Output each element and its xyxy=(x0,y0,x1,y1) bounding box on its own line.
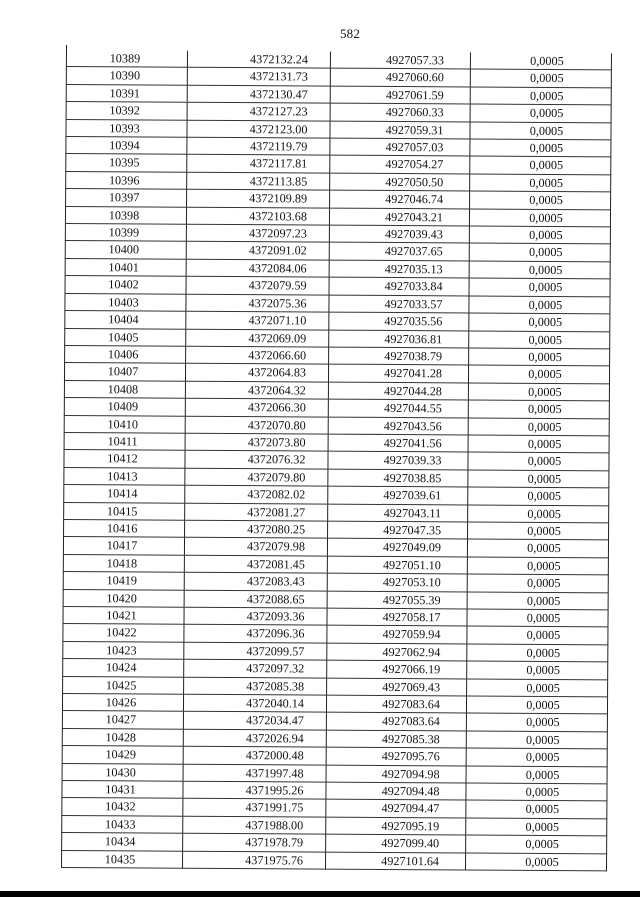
tolerance-cell: 0,0005 xyxy=(470,174,611,192)
tolerance-cell: 0,0005 xyxy=(470,104,611,122)
y-coordinate-cell: 4927095.19 xyxy=(326,817,466,835)
tolerance-cell: 0,0005 xyxy=(468,400,609,418)
x-coordinate-cell: 4372130.47 xyxy=(187,85,330,103)
x-coordinate-cell: 4372064.83 xyxy=(185,364,328,382)
point-number-cell: 10413 xyxy=(64,467,185,485)
y-coordinate-cell: 4927037.65 xyxy=(329,243,469,261)
point-number-cell: 10414 xyxy=(64,485,185,503)
y-coordinate-cell: 4927033.57 xyxy=(329,295,469,313)
point-number-cell: 10412 xyxy=(64,450,185,468)
y-coordinate-cell: 4927101.64 xyxy=(326,852,466,870)
x-coordinate-cell: 4372097.32 xyxy=(184,659,327,677)
tolerance-cell: 0,0005 xyxy=(468,470,609,488)
point-number-cell: 10395 xyxy=(66,154,187,172)
y-coordinate-cell: 4927039.61 xyxy=(328,486,468,504)
tolerance-cell: 0,0005 xyxy=(468,505,609,523)
point-number-cell: 10420 xyxy=(63,589,184,607)
x-coordinate-cell: 4372069.09 xyxy=(186,329,329,347)
point-number-cell: 10432 xyxy=(62,798,183,816)
y-coordinate-cell: 4927057.33 xyxy=(330,52,470,70)
x-coordinate-cell: 4372113.85 xyxy=(187,172,330,190)
point-number-cell: 10390 xyxy=(66,67,187,85)
y-coordinate-cell: 4927049.09 xyxy=(327,538,467,556)
point-number-cell: 10424 xyxy=(63,659,184,677)
x-coordinate-cell: 4371995.26 xyxy=(183,781,326,799)
x-coordinate-cell: 4372088.65 xyxy=(184,590,327,608)
y-coordinate-cell: 4927083.64 xyxy=(326,695,466,713)
tolerance-cell: 0,0005 xyxy=(466,696,607,714)
y-coordinate-cell: 4927061.59 xyxy=(330,86,470,104)
point-number-cell: 10434 xyxy=(62,833,183,851)
coordinates-table-wrapper xyxy=(61,50,611,869)
x-coordinate-cell: 4372109.89 xyxy=(187,189,330,207)
x-coordinate-cell: 4371975.76 xyxy=(183,851,326,869)
x-coordinate-cell: 4372034.47 xyxy=(183,712,326,730)
y-coordinate-cell: 4927062.94 xyxy=(327,643,467,661)
point-number-cell: 10410 xyxy=(64,415,185,433)
x-coordinate-cell: 4372103.68 xyxy=(186,207,329,225)
y-coordinate-cell: 4927055.39 xyxy=(327,591,467,609)
x-coordinate-cell: 4372026.94 xyxy=(183,729,326,747)
y-coordinate-cell: 4927059.31 xyxy=(330,121,470,139)
y-coordinate-cell: 4927057.03 xyxy=(330,138,470,156)
point-number-cell: 10423 xyxy=(63,641,184,659)
point-number-cell: 10403 xyxy=(65,293,186,311)
point-number-cell: 10435 xyxy=(62,850,183,868)
y-coordinate-cell: 4927046.74 xyxy=(330,190,470,208)
x-coordinate-cell: 4372099.57 xyxy=(184,642,327,660)
y-coordinate-cell: 4927043.21 xyxy=(329,208,469,226)
point-number-cell: 10425 xyxy=(63,676,184,694)
y-coordinate-cell: 4927043.56 xyxy=(328,417,468,435)
tolerance-cell: 0,0005 xyxy=(470,139,611,157)
tolerance-cell: 0,0005 xyxy=(466,766,607,784)
x-coordinate-cell: 4372073.80 xyxy=(185,433,328,451)
tolerance-cell: 0,0005 xyxy=(470,87,611,105)
tolerance-cell: 0,0005 xyxy=(467,592,608,610)
x-coordinate-cell: 4372079.59 xyxy=(186,277,329,295)
point-number-cell: 10426 xyxy=(62,694,183,712)
y-coordinate-cell: 4927069.43 xyxy=(327,678,467,696)
y-coordinate-cell: 4927047.35 xyxy=(328,521,468,539)
x-coordinate-cell: 4372082.02 xyxy=(185,485,328,503)
point-number-cell: 10411 xyxy=(64,432,185,450)
y-coordinate-cell: 4927085.38 xyxy=(326,730,466,748)
scan-bottom-edge xyxy=(0,891,640,897)
y-coordinate-cell: 4927051.10 xyxy=(327,556,467,574)
tolerance-cell: 0,0005 xyxy=(468,383,609,401)
page-number: 582 xyxy=(339,26,361,41)
y-coordinate-cell: 4927060.60 xyxy=(330,69,470,87)
x-coordinate-cell: 4372097.23 xyxy=(186,224,329,242)
y-coordinate-cell: 4927083.64 xyxy=(326,713,466,731)
tolerance-cell: 0,0005 xyxy=(469,226,610,244)
point-number-cell: 10417 xyxy=(63,537,184,555)
y-coordinate-cell: 4927094.98 xyxy=(326,765,466,783)
y-coordinate-cell: 4927050.50 xyxy=(330,173,470,191)
point-number-cell: 10433 xyxy=(62,815,183,833)
tolerance-cell: 0,0005 xyxy=(469,261,610,279)
y-coordinate-cell: 4927053.10 xyxy=(327,573,467,591)
x-coordinate-cell: 4372081.27 xyxy=(185,503,328,521)
y-coordinate-cell: 4927058.17 xyxy=(327,608,467,626)
tolerance-cell: 0,0005 xyxy=(466,748,607,766)
tolerance-cell: 0,0005 xyxy=(470,69,611,87)
point-number-cell: 10431 xyxy=(62,781,183,799)
x-coordinate-cell: 4372080.25 xyxy=(185,520,328,538)
x-coordinate-cell: 4372079.98 xyxy=(184,538,327,556)
point-number-cell: 10406 xyxy=(65,345,186,363)
y-coordinate-cell: 4927099.40 xyxy=(326,834,466,852)
tolerance-cell: 0,0005 xyxy=(469,296,610,314)
tolerance-cell: 0,0005 xyxy=(469,348,610,366)
x-coordinate-cell: 4371991.75 xyxy=(183,799,326,817)
y-coordinate-cell: 4927044.55 xyxy=(328,399,468,417)
y-coordinate-cell: 4927066.19 xyxy=(327,660,467,678)
tolerance-cell: 0,0005 xyxy=(466,800,607,818)
y-coordinate-cell: 4927041.28 xyxy=(328,364,468,382)
tolerance-cell: 0,0005 xyxy=(467,679,608,697)
tolerance-cell: 0,0005 xyxy=(470,156,611,174)
tolerance-cell: 0,0005 xyxy=(466,783,607,801)
tolerance-cell: 0,0005 xyxy=(470,191,611,209)
tolerance-cell: 0,0005 xyxy=(468,487,609,505)
x-coordinate-cell: 4372071.10 xyxy=(186,311,329,329)
y-coordinate-cell: 4927038.79 xyxy=(329,347,469,365)
point-number-cell: 10409 xyxy=(64,398,185,416)
y-coordinate-cell: 4927095.76 xyxy=(326,747,466,765)
x-coordinate-cell: 4372075.36 xyxy=(186,294,329,312)
x-coordinate-cell: 4372066.30 xyxy=(185,398,328,416)
x-coordinate-cell: 4372040.14 xyxy=(183,694,326,712)
tolerance-cell: 0,0005 xyxy=(466,818,607,836)
point-number-cell: 10429 xyxy=(62,746,183,764)
x-coordinate-cell: 4372096.36 xyxy=(184,625,327,643)
x-coordinate-cell: 4372091.02 xyxy=(186,242,329,260)
point-number-cell: 10430 xyxy=(62,763,183,781)
tolerance-cell: 0,0005 xyxy=(469,313,610,331)
point-number-cell: 10428 xyxy=(62,728,183,746)
point-number-cell: 10400 xyxy=(65,241,186,259)
point-number-cell: 10421 xyxy=(63,606,184,624)
point-number-cell: 10402 xyxy=(65,276,186,294)
point-number-cell: 10422 xyxy=(63,624,184,642)
tolerance-cell: 0,0005 xyxy=(467,661,608,679)
y-coordinate-cell: 4927036.81 xyxy=(329,330,469,348)
point-number-cell: 10389 xyxy=(66,50,187,68)
x-coordinate-cell: 4372085.38 xyxy=(184,677,327,695)
tolerance-cell: 0,0005 xyxy=(468,435,609,453)
x-coordinate-cell: 4372084.06 xyxy=(186,259,329,277)
point-number-cell: 10393 xyxy=(66,119,187,137)
x-coordinate-cell: 4372123.00 xyxy=(187,120,330,138)
x-coordinate-cell: 4372119.79 xyxy=(187,137,330,155)
y-coordinate-cell: 4927038.85 xyxy=(328,469,468,487)
y-coordinate-cell: 4927033.84 xyxy=(329,277,469,295)
x-coordinate-cell: 4372066.60 xyxy=(186,346,329,364)
y-coordinate-cell: 4927039.43 xyxy=(329,225,469,243)
y-coordinate-cell: 4927041.56 xyxy=(328,434,468,452)
tolerance-cell: 0,0005 xyxy=(467,557,608,575)
tolerance-cell: 0,0005 xyxy=(469,330,610,348)
point-number-cell: 10399 xyxy=(65,224,186,242)
point-number-cell: 10407 xyxy=(64,363,185,381)
tolerance-cell: 0,0005 xyxy=(467,574,608,592)
coordinates-table xyxy=(61,50,612,871)
point-number-cell: 10392 xyxy=(66,102,187,120)
point-number-cell: 10401 xyxy=(65,258,186,276)
y-coordinate-cell: 4927043.11 xyxy=(328,504,468,522)
y-coordinate-cell: 4927035.13 xyxy=(329,260,469,278)
tolerance-cell: 0,0005 xyxy=(468,365,609,383)
x-coordinate-cell: 4371988.00 xyxy=(183,816,326,834)
tolerance-cell: 0,0005 xyxy=(469,278,610,296)
tolerance-cell: 0,0005 xyxy=(465,853,606,871)
tolerance-cell: 0,0005 xyxy=(470,52,611,70)
point-number-cell: 10398 xyxy=(65,206,186,224)
point-number-cell: 10408 xyxy=(64,380,185,398)
x-coordinate-cell: 4372132.24 xyxy=(187,51,330,69)
point-number-cell: 10391 xyxy=(66,84,187,102)
x-coordinate-cell: 4372079.80 xyxy=(185,468,328,486)
tolerance-cell: 0,0005 xyxy=(467,626,608,644)
tolerance-cell: 0,0005 xyxy=(467,539,608,557)
x-coordinate-cell: 4372131.73 xyxy=(187,68,330,86)
y-coordinate-cell: 4927044.28 xyxy=(328,382,468,400)
tolerance-cell: 0,0005 xyxy=(469,243,610,261)
x-coordinate-cell: 4372070.80 xyxy=(185,416,328,434)
tolerance-cell: 0,0005 xyxy=(468,417,609,435)
table-row xyxy=(62,850,607,871)
x-coordinate-cell: 4371997.48 xyxy=(183,764,326,782)
x-coordinate-cell: 4372127.23 xyxy=(187,102,330,120)
tolerance-cell: 0,0005 xyxy=(469,209,610,227)
x-coordinate-cell: 4372064.32 xyxy=(185,381,328,399)
y-coordinate-cell: 4927035.56 xyxy=(329,312,469,330)
point-number-cell: 10394 xyxy=(66,137,187,155)
x-coordinate-cell: 4371978.79 xyxy=(183,834,326,852)
y-coordinate-cell: 4927054.27 xyxy=(330,156,470,174)
tolerance-cell: 0,0005 xyxy=(466,835,607,853)
tolerance-cell: 0,0005 xyxy=(470,122,611,140)
y-coordinate-cell: 4927094.48 xyxy=(326,782,466,800)
point-number-cell: 10418 xyxy=(63,554,184,572)
tolerance-cell: 0,0005 xyxy=(467,609,608,627)
x-coordinate-cell: 4372083.43 xyxy=(184,572,327,590)
tolerance-cell: 0,0005 xyxy=(466,731,607,749)
point-number-cell: 10427 xyxy=(62,711,183,729)
point-number-cell: 10415 xyxy=(64,502,185,520)
point-number-cell: 10416 xyxy=(64,519,185,537)
x-coordinate-cell: 4372117.81 xyxy=(187,155,330,173)
y-coordinate-cell: 4927094.47 xyxy=(326,800,466,818)
tolerance-cell: 0,0005 xyxy=(468,522,609,540)
tolerance-cell: 0,0005 xyxy=(466,713,607,731)
point-number-cell: 10397 xyxy=(66,189,187,207)
point-number-cell: 10396 xyxy=(66,171,187,189)
x-coordinate-cell: 4372000.48 xyxy=(183,746,326,764)
table-body xyxy=(62,50,612,871)
point-number-cell: 10405 xyxy=(65,328,186,346)
tolerance-cell: 0,0005 xyxy=(468,452,609,470)
x-coordinate-cell: 4372081.45 xyxy=(184,555,327,573)
y-coordinate-cell: 4927059.94 xyxy=(327,626,467,644)
point-number-cell: 10419 xyxy=(63,572,184,590)
tolerance-cell: 0,0005 xyxy=(467,644,608,662)
y-coordinate-cell: 4927039.33 xyxy=(328,451,468,469)
point-number-cell: 10404 xyxy=(65,311,186,329)
x-coordinate-cell: 4372076.32 xyxy=(185,451,328,469)
x-coordinate-cell: 4372093.36 xyxy=(184,607,327,625)
y-coordinate-cell: 4927060.33 xyxy=(330,103,470,121)
